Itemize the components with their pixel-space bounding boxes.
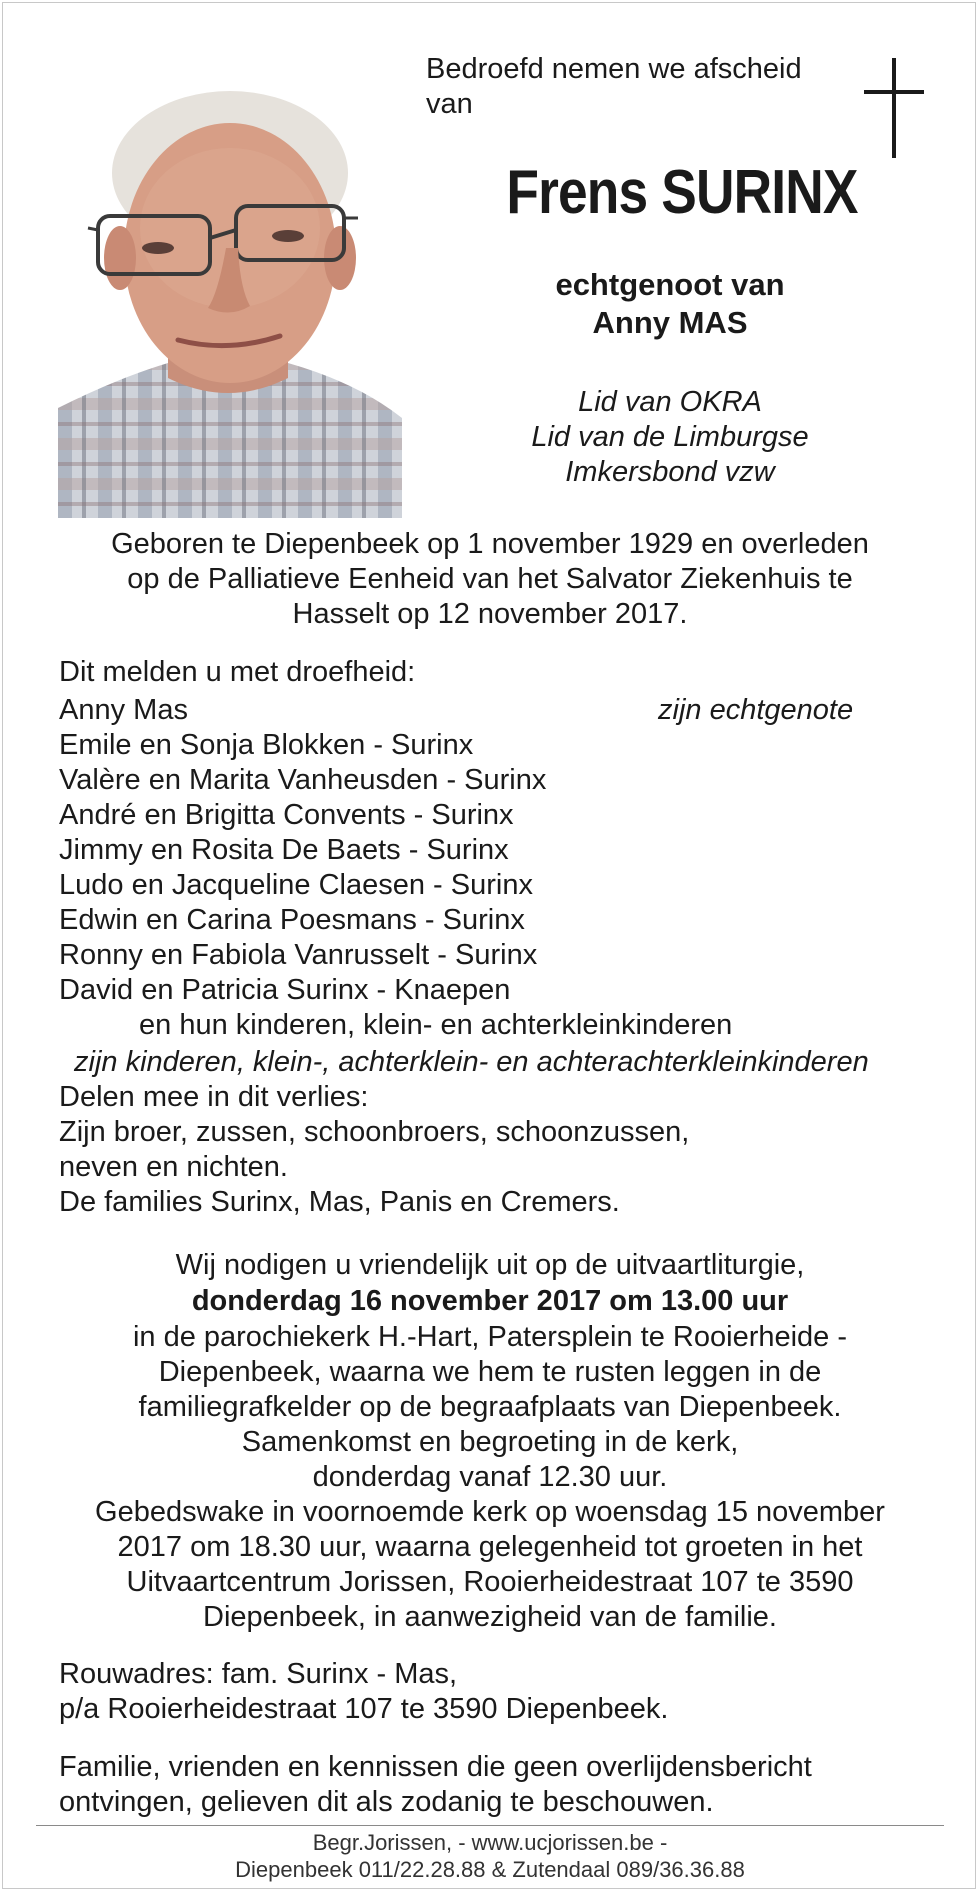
membership-line: Imkersbond vzw: [565, 456, 775, 488]
mourner-line: Ronny en Fabiola Vanrusselt - Surinx: [59, 939, 538, 971]
address-line: p/a Rooierheidestraat 107 te 3590 Diepenbeek.: [59, 1693, 669, 1725]
funeral-line: Uitvaartcentrum Jorissen, Rooierheidestraat 107 te 3590: [126, 1566, 854, 1598]
birth-death-text: [44, 527, 936, 632]
mourner-line: Jimmy en Rosita De Baets - Surinx: [59, 834, 509, 866]
grandchildren-line: en hun kinderen, klein- en achterkleinkinderen: [139, 1009, 733, 1041]
funeral-line: familiegrafkelder op de begraafplaats van Diepenbeek.: [138, 1391, 842, 1423]
deceased-name: Frens SURINX: [506, 158, 858, 227]
funeral-line: Samenkomst en begroeting in de kerk,: [241, 1426, 739, 1458]
funeral-line: in de parochiekerk H.-Hart, Patersplein te Rooierheide -: [132, 1321, 848, 1353]
spouse-label: echtgenoot van: [555, 267, 785, 302]
funeral-invite: Wij nodigen u vriendelijk uit op de uitvaartliturgie,: [175, 1249, 805, 1281]
children-relation: zijn kinderen, klein-, achterklein- en achterachterkleinkinderen: [74, 1046, 869, 1078]
spouse-block: [424, 266, 916, 342]
mourner-line: Edwin en Carina Poesmans - Surinx: [59, 904, 525, 936]
mourner-line: Emile en Sonja Blokken - Surinx: [59, 729, 474, 761]
membership-block: [424, 385, 916, 490]
spouse-name: Anny MAS: [592, 305, 748, 340]
mourner-line: André en Brigitta Convents - Surinx: [59, 799, 514, 831]
membership-line: Lid van OKRA: [578, 386, 762, 418]
mourner-spouse-relation: zijn echtgenote: [658, 694, 854, 726]
footer-line: Begr.Jorissen, - www.ucjorissen.be -: [312, 1830, 668, 1855]
funeral-line: Diepenbeek, in aanwezigheid van de familie.: [203, 1601, 777, 1633]
funeral-line: 2017 om 18.30 uur, waarna gelegenheid tot groeten in het: [117, 1531, 863, 1563]
mourner-line: Ludo en Jacqueline Claesen - Surinx: [59, 869, 533, 901]
birth-line: op de Palliatieve Eenheid van het Salvator Ziekenhuis te: [127, 563, 853, 595]
mourner-spouse-name: Anny Mas: [59, 694, 188, 726]
funeral-line: donderdag vanaf 12.30 uur.: [312, 1461, 668, 1493]
share-intro: Delen mee in dit verlies:: [59, 1081, 369, 1113]
mourner-line: Valère en Marita Vanheusden - Surinx: [59, 764, 547, 796]
funeral-date: donderdag 16 november 2017 om 13.00 uur: [191, 1285, 789, 1317]
footer-divider: [36, 1825, 944, 1826]
mourners-intro: Dit melden u met droefheid:: [59, 656, 416, 688]
membership-line: Lid van de Limburgse: [531, 421, 809, 453]
mourner-line: David en Patricia Surinx - Knaepen: [59, 974, 511, 1006]
funeral-line: Gebedswake in voornoemde kerk op woensdag 15 november: [95, 1496, 885, 1528]
intro-line: van: [426, 88, 473, 120]
address-line: Rouwadres: fam. Surinx - Mas,: [59, 1658, 458, 1690]
share-line: neven en nichten.: [59, 1151, 288, 1183]
cross-icon: [864, 58, 924, 158]
footer: [36, 1829, 944, 1883]
footer-line: Diepenbeek 011/22.28.88 & Zutendaal 089/36.36.88: [235, 1857, 745, 1882]
share-line: De families Surinx, Mas, Panis en Cremers.: [59, 1186, 620, 1218]
intro-line: Bedroefd nemen we afscheid: [426, 53, 802, 85]
closing-line: Familie, vrienden en kennissen die geen overlijdensbericht: [59, 1751, 812, 1783]
birth-line: Geboren te Diepenbeek op 1 november 1929 en overleden: [111, 528, 869, 560]
birth-line: Hasselt op 12 november 2017.: [292, 598, 688, 630]
share-line: Zijn broer, zussen, schoonbroers, schoonzussen,: [59, 1116, 690, 1148]
funeral-line: Diepenbeek, waarna we hem te rusten leggen in de: [158, 1356, 822, 1388]
closing-line: ontvingen, gelieven dit als zodanig te beschouwen.: [59, 1786, 714, 1818]
intro-text: [426, 52, 802, 122]
portrait-photo: [58, 78, 402, 518]
